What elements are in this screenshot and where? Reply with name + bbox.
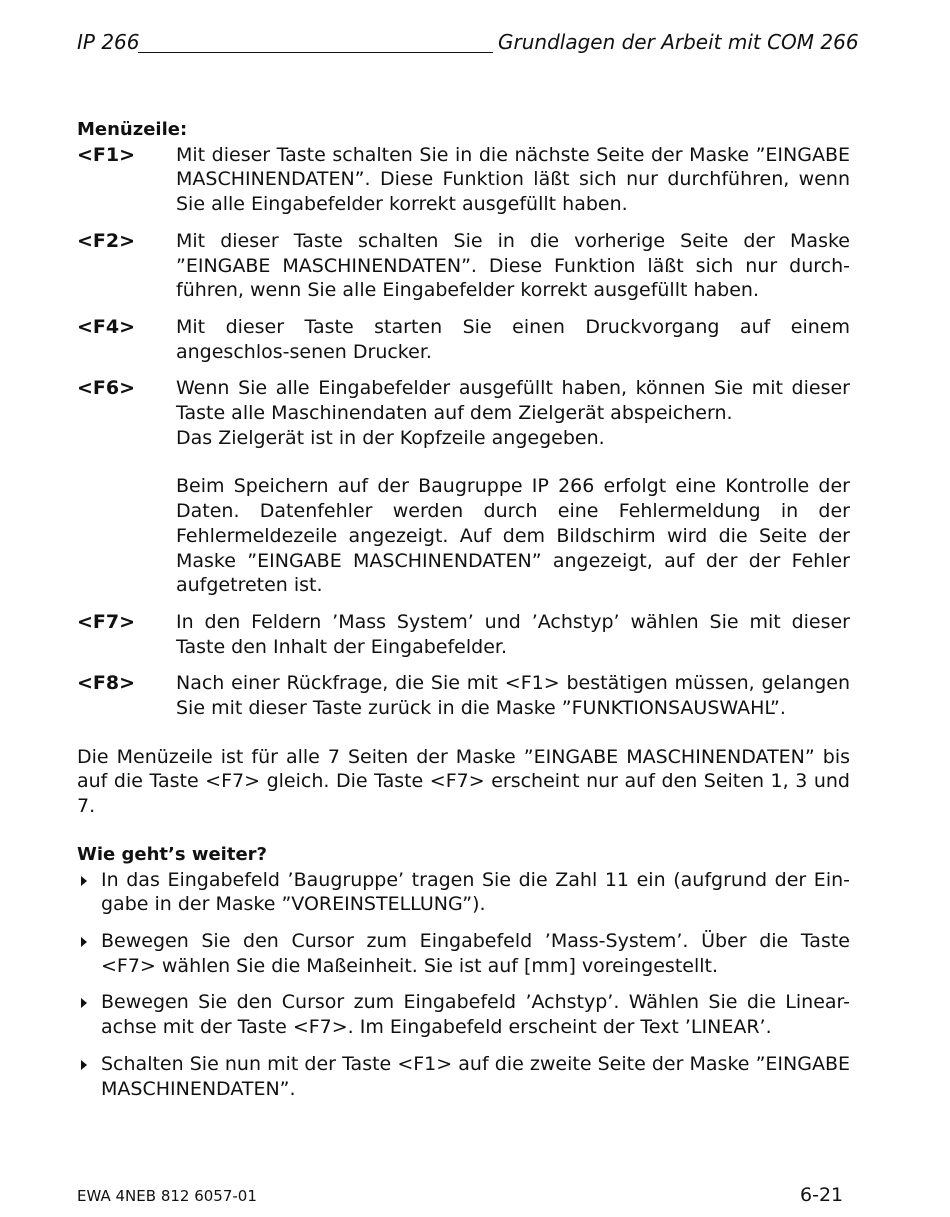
triangle-bullet-icon [77, 868, 101, 917]
key-description-paragraph: Beim Speichern auf der Baugruppe IP 266 erfolgt eine Kontrolle der Daten. Datenfehler werden durch eine Fehlermeldung in der Fehlermeldezeile angezeigt. Auf dem Bildschirm wird die Seite der Maske ”EINGABE MASCHINENDATEN” angezeigt, auf der der Fehler aufgetreten ist. [176, 475, 850, 597]
list-item-text: In das Eingabefeld ’Baugruppe’ tragen Sie die Zahl 11 ein (aufgrund der Ein-gabe in der Maske ”VOREINSTELLUNG”). [101, 868, 850, 916]
key-description [176, 315, 850, 364]
key-description-paragraph: Nach einer Rückfrage, die Sie mit <F1> bestätigen müssen, gelangen Sie mit dieser Taste zurück in die Maske ”FUNKTIONSAUSWAHL”. [176, 672, 850, 720]
key-description-paragraph: Mit dieser Taste schalten Sie in die vorherige Seite der Maske ”EINGABE MASCHINENDATEN”. Diese Funktion läßt sich nur durch-führen, wenn Sie alle Eingabefelder korrekt ausgefüllt haben. [176, 229, 850, 302]
key-description [176, 143, 850, 217]
list-item [77, 990, 850, 1039]
key-item-f1 [77, 143, 850, 217]
key-description-paragraph: Mit dieser Taste starten Sie einen Druckvorgang auf einem angeschlos-senen Drucker. [176, 315, 850, 363]
triangle-bullet-icon [77, 929, 101, 978]
key-label: <F7> [77, 610, 136, 633]
key-item-f8 [77, 671, 850, 720]
key-label: <F8> [77, 672, 136, 695]
triangle-bullet-icon [77, 1052, 101, 1101]
list-item-text: Bewegen Sie den Cursor zum Eingabefeld ’Mass-System’. Über die Taste <F7> wählen Sie die Maßeinheit. Sie ist auf [mm] voreingestellt. [101, 929, 850, 977]
header-rule [138, 52, 493, 53]
key-item-f4 [77, 315, 850, 364]
key-description [176, 610, 850, 659]
list-item-text: Bewegen Sie den Cursor zum Eingabefeld ’Achstyp’. Wählen Sie die Linear-achse mit der Taste <F7>. Im Eingabefeld erscheint der Text ’LINEAR’. [101, 991, 850, 1039]
key-item-f2 [77, 229, 850, 303]
key-description-paragraph: Das Zielgerät ist in der Kopfzeile angegeben. [176, 426, 605, 449]
key-description-paragraph: Mit dieser Taste schalten Sie in die nächste Seite der Maske ”EINGABE MASCHINENDATEN”. Diese Funktion läßt sich nur durchführen, wenn Sie alle Eingabefelder korrekt ausgefüllt haben. [176, 143, 850, 216]
page-number: 6-21 [800, 1184, 844, 1206]
key-description-paragraph: Wenn Sie alle Eingabefelder ausgefüllt haben, können Sie mit dieser Taste alle Maschinendaten auf dem Zielgerät abspeichern. [176, 377, 850, 425]
key-item-f7 [77, 610, 850, 659]
key-label: <F4> [77, 315, 136, 338]
menu-section-heading: Menüzeile: [77, 119, 188, 140]
key-item-f6 [77, 376, 850, 598]
menu-summary-paragraph: Die Menüzeile ist für alle 7 Seiten der Maske ”EINGABE MASCHINENDATEN” bis auf die Taste <F7> gleich. Die Taste <F7> erscheint nur auf den Seiten 1, 3 und 7. [77, 745, 850, 818]
key-description [176, 229, 850, 303]
next-steps-heading: Wie geht’s weiter? [77, 843, 267, 865]
list-item-text: Schalten Sie nun mit der Taste <F1> auf die zweite Seite der Maske ”EINGABE MASCHINENDATEN”. [101, 1052, 850, 1100]
key-label: <F1> [77, 143, 136, 166]
header-title-right: Grundlagen der Arbeit mit COM 266 [498, 30, 859, 54]
header-title-left: IP 266 [77, 30, 140, 54]
key-label: <F2> [77, 229, 136, 252]
list-item [77, 929, 850, 978]
key-label: <F6> [77, 377, 136, 400]
page-content [77, 118, 850, 1113]
list-item [77, 1052, 850, 1101]
document-number: EWA 4NEB 812 6057-01 [77, 1187, 257, 1205]
key-description [176, 376, 850, 598]
triangle-bullet-icon [77, 990, 101, 1039]
key-description-paragraph: In den Feldern ’Mass System’ und ’Achstyp’ wählen Sie mit dieser Taste den Inhalt der Eingabefelder. [176, 610, 850, 658]
key-description [176, 671, 850, 720]
list-item [77, 868, 850, 917]
